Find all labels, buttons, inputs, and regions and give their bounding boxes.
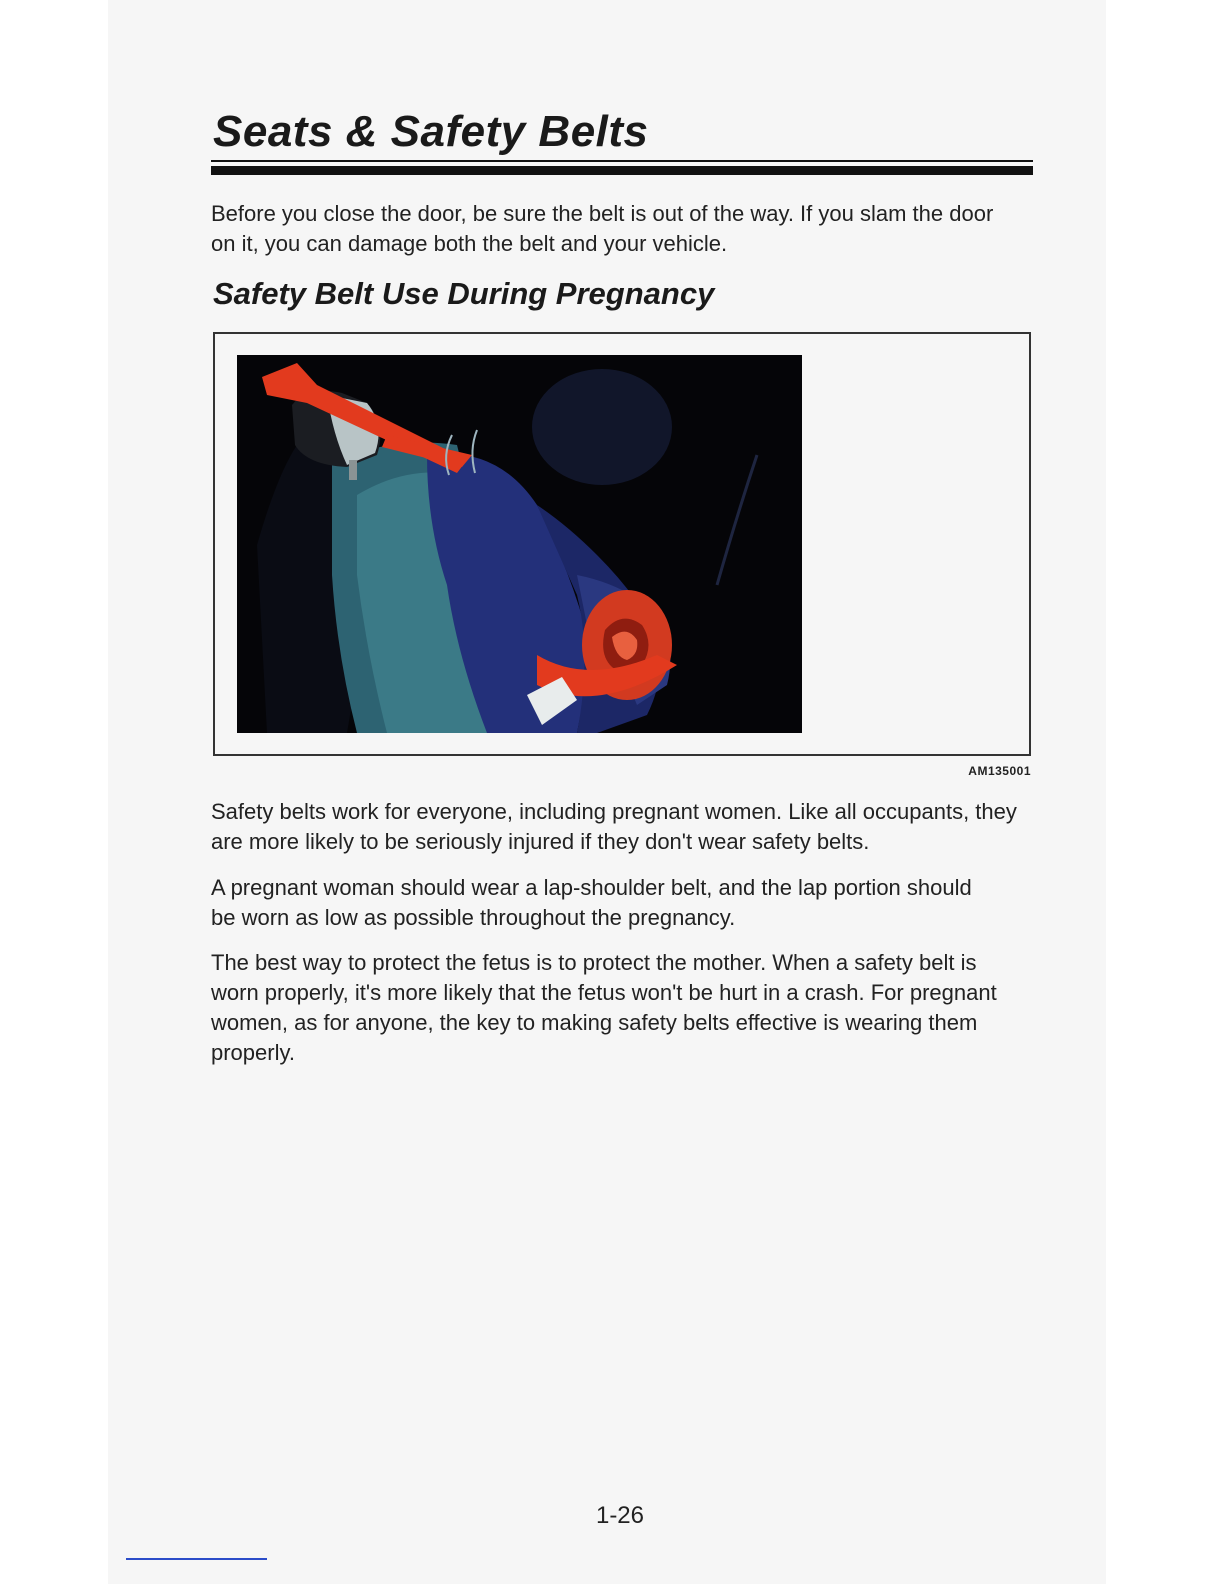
footer-link-underline[interactable] — [126, 1558, 267, 1560]
body-paragraph-2: A pregnant woman should wear a lap-shoulder belt, and the lap portion should be worn as low as possible throughout the pregnancy. — [211, 875, 972, 930]
pregnant-woman-seatbelt-illustration — [237, 355, 802, 733]
illustration-svg — [237, 355, 802, 733]
title-rule-thin — [211, 160, 1033, 162]
intro-paragraph: Before you close the door, be sure the belt is out of the way. If you slam the door on it, you can damage both the belt and your vehicle. — [211, 201, 994, 256]
page-number: 1-26 — [595, 1502, 645, 1529]
section-heading: Safety Belt Use During Pregnancy — [213, 276, 715, 311]
body-paragraph-3: The best way to protect the fetus is to protect the mother. When a safety belt is worn properly, it's more likely that the fetus won't be hurt in a crash. For pregnant women, as for anyone, the key to making safety belts effective is wearing them properly. — [211, 950, 997, 1065]
title-rule-thick — [211, 166, 1033, 175]
figure-code: AM135001 — [968, 764, 1031, 778]
body-paragraph-1: Safety belts work for everyone, including pregnant women. Like all occupants, they are more likely to be seriously injured if they don't wear safety belts. — [211, 799, 1017, 854]
page-title: Seats & Safety Belts — [213, 107, 649, 156]
